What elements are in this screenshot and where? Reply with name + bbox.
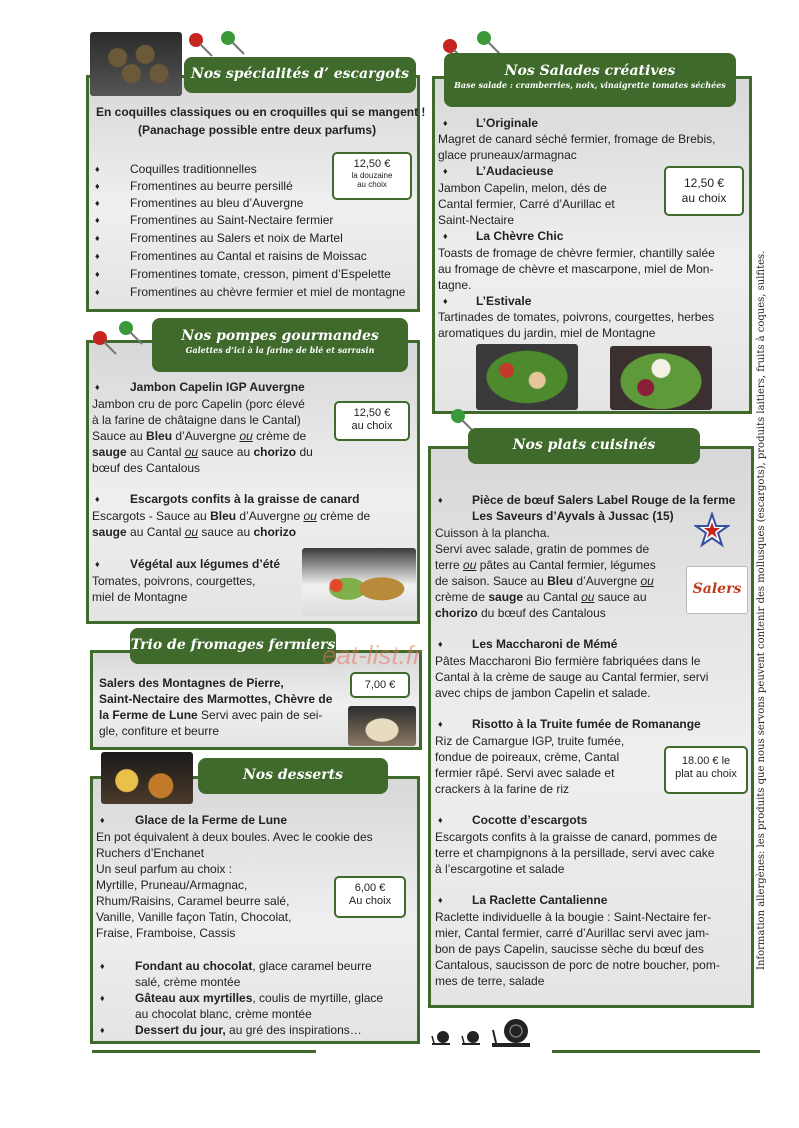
desserts-item-1-line: Ruchers d’Enchanet xyxy=(96,846,205,860)
snail-large-icon xyxy=(490,1016,534,1048)
desserts-item-1-line: En pot équivalent à deux boules. Avec le cookie des xyxy=(96,830,373,844)
pompes-subtitle: Galettes d’ici à la farine de blé et sarrasin xyxy=(185,345,375,355)
plat-2-line: avec chips de jambon Capelin et salade. xyxy=(435,686,651,700)
salade-1-line: glace pruneaux/armagnac xyxy=(438,148,577,162)
salers-logo xyxy=(686,566,748,614)
desserts-item-2-line: salé, crème montée xyxy=(135,975,241,989)
fromages-line: la Ferme de Lune Servi avec pain de sei- xyxy=(99,708,323,722)
escargots-price-box xyxy=(332,152,412,200)
plat-2-line: Cantal à la crème de sauge au Cantal fermier, servi xyxy=(435,670,709,684)
desserts-item-1-line: Myrtille, Pruneau/Armagnac, xyxy=(96,878,248,892)
footer-rule-right xyxy=(552,1050,760,1053)
desserts-item-1-line: Fraise, Framboise, Cassis xyxy=(96,926,236,940)
price-note: Au choix xyxy=(348,895,392,907)
plat-1-line: de saison. Sauce au Bleu d’Auvergne ou xyxy=(435,574,654,588)
price-note: plat au choix xyxy=(675,768,737,780)
list-item: Fromentines au Cantal et raisins de Moissac xyxy=(130,249,367,263)
salade-3-line: Toasts de fromage de chèvre fermier, chantilly salée xyxy=(438,246,715,260)
pushpin-red-icon xyxy=(186,30,216,60)
salade-3-line: au fromage de chèvre et mascarpone, miel de Mon- xyxy=(438,262,714,276)
salade-3-line: tagne. xyxy=(438,278,472,292)
plats-price-box xyxy=(664,746,748,794)
pompes-item-1-line: bœuf des Cantalous xyxy=(92,461,201,475)
plat-1-name-2: Les Saveurs d’Ayvals à Jussac (15) xyxy=(472,509,674,523)
pushpin-green-icon xyxy=(116,318,146,348)
salade-2-line: Cantal fermier, Carré d’Aurillac et xyxy=(438,197,615,211)
plat-5-name: La Raclette Cantalienne xyxy=(472,893,608,907)
pompes-item-1-line: Jambon cru de porc Capelin (porc élevé xyxy=(92,397,305,411)
label-rouge-logo-icon xyxy=(694,512,730,548)
galette-photo xyxy=(302,548,416,616)
plat-1-line: crème de sauge au Cantal ou sauce au xyxy=(435,590,647,604)
plat-3-name: Risotto à la Truite fumée de Romanange xyxy=(472,717,701,731)
fromages-line: gle, confiture et beurre xyxy=(99,724,220,738)
price: 12,50 € xyxy=(353,407,391,419)
salade-2-line: Jambon Capelin, melon, dés de xyxy=(438,181,607,195)
list-item: Fromentines tomate, cresson, piment d’Espelette xyxy=(130,267,391,281)
footer-rule-left xyxy=(92,1050,316,1053)
desserts-item-1-line: Vanille, Vanille façon Tatin, Chocolat, xyxy=(96,910,292,924)
price-note: la douzaine xyxy=(351,171,393,180)
desserts-item-2: Fondant au chocolat, glace caramel beurre xyxy=(135,959,372,973)
pompes-item-2-line: sauge au Cantal ou sauce au chorizo xyxy=(92,525,297,539)
salades-price-box xyxy=(664,166,744,216)
plat-3-line: Riz de Camargue IGP, truite fumée, xyxy=(435,734,625,748)
pompes-item-1-name: Jambon Capelin IGP Auvergne xyxy=(130,380,305,394)
price: 7,00 € xyxy=(364,679,396,691)
price: 6,00 € xyxy=(354,882,386,894)
desserts-item-4: Dessert du jour, au gré des inspirations… xyxy=(135,1023,362,1037)
desserts-item-1-line: Un seul parfum au choix : xyxy=(96,862,233,876)
salade-3-name: La Chèvre Chic xyxy=(476,229,564,243)
salade-2-line: Saint-Nectaire xyxy=(438,213,515,227)
price-note: au choix xyxy=(357,180,387,189)
plat-1-line: Servi avec salade, gratin de pommes de xyxy=(435,542,650,556)
watermark: eat-list.fr xyxy=(322,640,422,670)
plat-3-line: crackers à la farine de riz xyxy=(435,782,570,796)
plat-4-line: à l’escargotine et salade xyxy=(435,862,565,876)
plat-5-line: Cantalous, saucisson de porc de notre boucher, pom- xyxy=(435,958,720,972)
salade-photo-2 xyxy=(610,346,712,410)
pompes-item-3-line: miel de Montagne xyxy=(92,590,188,604)
desserts-item-3: Gâteau aux myrtilles, coulis de myrtille, glace xyxy=(135,991,384,1005)
price: 12,50 € xyxy=(683,176,725,190)
snail-small-icon xyxy=(430,1028,452,1046)
plat-2-line: Pâtes Maccharoni Bio fermière fabriquées dans le xyxy=(435,654,701,668)
escargots-intro-1: En coquilles classiques ou en croquilles qui se mangent ! xyxy=(96,105,426,119)
list-item: Fromentines au Saint-Nectaire fermier xyxy=(130,213,334,227)
plat-4-line: terre et champignons à la persillade, servi avec cake xyxy=(435,846,715,860)
pompes-item-1-line: Sauce au Bleu d’Auvergne ou crème de xyxy=(92,429,307,443)
pompes-title-text: Nos pompes gourmandes xyxy=(181,328,379,344)
list-item: Fromentines au bleu d’Auvergne xyxy=(130,196,304,210)
salades-title-text: Nos Salades créatives xyxy=(504,63,676,79)
desserts-price-box xyxy=(334,876,406,918)
pushpin-green-icon xyxy=(218,28,248,58)
salade-4-line: Tartinades de tomates, poivrons, courgettes, herbes xyxy=(438,310,715,324)
salade-1-name: L’Originale xyxy=(476,116,539,130)
plat-4-name: Cocotte d’escargots xyxy=(472,813,588,827)
pompes-item-3-line: Tomates, poivrons, courgettes, xyxy=(92,574,256,588)
fromages-photo xyxy=(348,706,416,746)
price: 12,50 € xyxy=(353,158,391,170)
plat-2-name: Les Maccharoni de Mémé xyxy=(472,637,618,651)
price-note: au choix xyxy=(681,191,727,205)
plat-3-line: fermier râpé. Servi avec salade et xyxy=(435,766,615,780)
salade-1-line: Magret de canard séché fermier, fromage de Brebis, xyxy=(438,132,716,146)
desserts-item-3-line: au chocolat blanc, crème montée xyxy=(135,1007,312,1021)
salade-4-name: L’Estivale xyxy=(476,294,532,308)
fromages-line: Salers des Montagnes de Pierre, xyxy=(99,676,284,690)
salades-title xyxy=(444,53,736,107)
desserts-photo xyxy=(101,752,193,804)
pompes-item-1-line: à la farine de châtaigne dans le Cantal) xyxy=(92,413,301,427)
salade-4-line: aromatiques du jardin, miel de Montagne xyxy=(438,326,656,340)
plat-1-line: Cuisson à la plancha. xyxy=(435,526,550,540)
pompes-item-1-line: sauge au Cantal ou sauce au chorizo du xyxy=(92,445,313,459)
snail-small-icon xyxy=(460,1028,482,1046)
price-note: au choix xyxy=(351,420,393,432)
plat-5-line: bon de pays Capelin, saucisse sèche du bœuf des xyxy=(435,942,704,956)
escargots-photo xyxy=(90,32,182,96)
desserts-title: Nos desserts xyxy=(198,758,388,794)
escargots-intro-2: (Panachage possible entre deux parfums) xyxy=(138,123,377,137)
salade-photo-1 xyxy=(476,344,578,410)
plat-1-line: terre ou pâtes au Cantal fermier, légumes xyxy=(435,558,656,572)
plats-title: Nos plats cuisinés xyxy=(468,428,700,464)
pompes-item-2-line: Escargots - Sauce au Bleu d’Auvergne ou crème de xyxy=(92,509,371,523)
salers-logo-text: Salers xyxy=(692,581,742,597)
allergen-note: Information allergènes: les produits que nous servons peuvent contenir des mollusques (escargots), produits laitiers, fruits à coques, sulfites. xyxy=(756,250,767,970)
desserts-item-1-line: Rhum/Raisins, Caramel beurre salé, xyxy=(96,894,290,908)
salade-2-name: L’Audacieuse xyxy=(476,164,554,178)
pompes-price-box xyxy=(334,401,410,441)
fromages-line: Saint-Nectaire des Marmottes, Chèvre de xyxy=(99,692,333,706)
list-item: Fromentines au chèvre fermier et miel de montagne xyxy=(130,285,406,299)
fromages-title: Trio de fromages fermiers xyxy=(130,628,336,664)
plat-3-line: fondue de poireaux, crème, Cantal xyxy=(435,750,620,764)
plat-5-line: Raclette individuelle à la bougie : Saint-Nectaire fer- xyxy=(435,910,712,924)
pompes-title xyxy=(152,318,408,372)
plat-1-name: Pièce de bœuf Salers Label Rouge de la ferme xyxy=(472,493,736,507)
price: 18.00 € le xyxy=(681,755,731,767)
list-item: Fromentines au Salers et noix de Martel xyxy=(130,231,343,245)
plat-1-line: chorizo du bœuf des Cantalous xyxy=(435,606,606,620)
pompes-item-3-name: Végétal aux légumes d’été xyxy=(130,557,281,571)
fromages-price-box xyxy=(350,672,410,698)
plat-5-line: mes de terre, salade xyxy=(435,974,545,988)
list-item: Fromentines au beurre persillé xyxy=(130,179,293,193)
pompes-item-2-name: Escargots confits à la graisse de canard xyxy=(130,492,360,506)
list-item: Coquilles traditionnelles xyxy=(130,162,257,176)
plat-4-line: Escargots confits à la graisse de canard, pommes de xyxy=(435,830,718,844)
salades-subtitle: Base salade : cramberries, noix, vinaigrette tomates séchées xyxy=(454,80,726,90)
plat-5-line: mier, Cantal fermier, carré d’Aurillac servi avec jam- xyxy=(435,926,710,940)
desserts-item-1-name: Glace de la Ferme de Lune xyxy=(135,813,288,827)
escargots-title: Nos spécialités d’ escargots xyxy=(184,57,416,93)
